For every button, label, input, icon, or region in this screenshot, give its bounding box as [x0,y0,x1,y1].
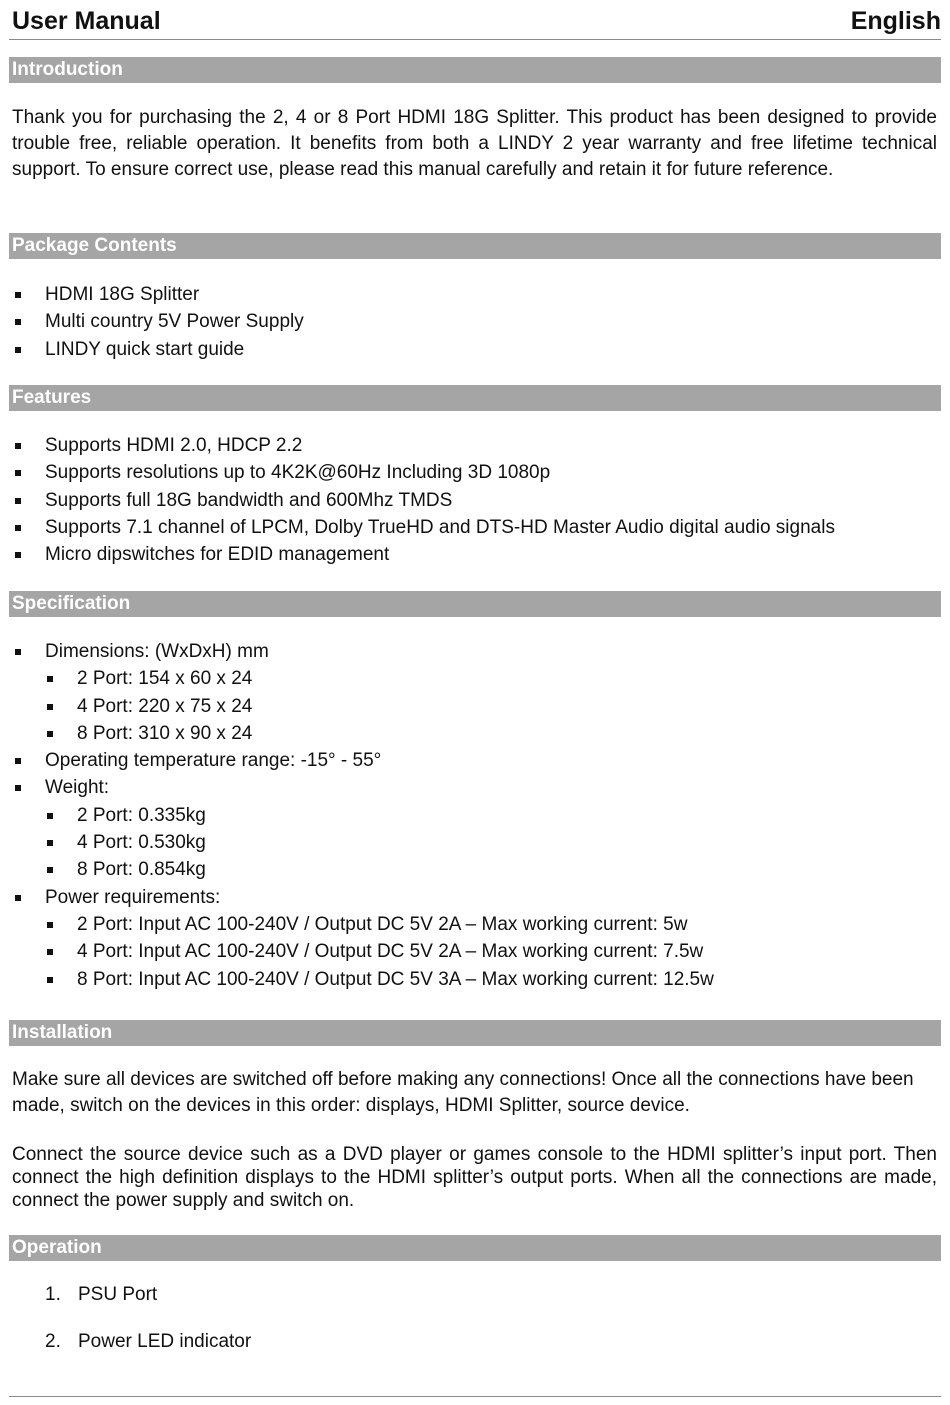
list-item: 2 Port: Input AC 100-240V / Output DC 5V 2A – Max working current: 5w [0,911,950,938]
introduction-text: Thank you for purchasing the 2, 4 or 8 Port HDMI 18G Splitter. This product has been designed to provide trouble free, reliable operation. It benefits from both a LINDY 2 year warranty and free lifetime technical support. To ensure correct use, please read this manual carefully and retain it for future reference. [12,107,937,180]
list-item: Weight: [0,774,950,801]
section-heading-introduction: Introduction [9,57,941,83]
bullet-icon [15,292,21,298]
bullet-icon [15,895,21,901]
list-item: Multi country 5V Power Supply [0,308,950,335]
bullet-icon [15,649,21,655]
item-label: PSU Port [78,1284,158,1305]
bullet-icon [47,731,53,737]
list-item: Supports 7.1 channel of LPCM, Dolby TrueHD and DTS-HD Master Audio digital audio signals [0,514,950,541]
list-item: Operating temperature range: -15° - 55° [0,747,950,774]
bullet-icon [15,552,21,558]
list-item: 2 Port: 0.335kg [0,802,950,829]
specification-list [0,638,950,993]
bullet-icon [47,922,53,928]
section-heading-specification: Specification [9,591,941,617]
list-item: 4 Port: 0.530kg [0,829,950,856]
list-item: 8 Port: Input AC 100-240V / Output DC 5V 3A – Max working current: 12.5w [0,966,950,993]
list-item: Supports HDMI 2.0, HDCP 2.2 [0,432,950,459]
installation-paragraph-2: Connect the source device such as a DVD player or games console to the HDMI splitter’s input port. Then connect the high definition displays to the HDMI splitter’s output ports. When all the connections are made, connect the power supply and switch on. [12,1144,937,1211]
bullet-icon [47,949,53,955]
package-contents-list [0,281,950,363]
bullet-icon [15,347,21,353]
list-item: HDMI 18G Splitter [0,281,950,308]
bullet-icon [47,977,53,983]
list-item: Supports resolutions up to 4K2K@60Hz Including 3D 1080p [0,459,950,486]
section-heading-installation: Installation [9,1020,941,1046]
features-list [0,432,950,568]
bullet-icon [47,676,53,682]
list-item: 8 Port: 310 x 90 x 24 [0,720,950,747]
list-item: LINDY quick start guide [0,336,950,363]
list-item: Power requirements: [0,884,950,911]
installation-paragraph-1: Make sure all devices are switched off before making any connections! Once all the connections have been made, switch on the devices in this order: displays, HDMI Splitter, source device. [12,1069,914,1116]
bullet-icon [15,498,21,504]
item-number: 2. [45,1331,61,1352]
bullet-icon [47,840,53,846]
list-item: 4 Port: Input AC 100-240V / Output DC 5V 2A – Max working current: 7.5w [0,938,950,965]
bullet-icon [15,470,21,476]
bullet-icon [15,785,21,791]
bullet-icon [15,758,21,764]
page-title: User Manual [12,7,161,35]
bullet-icon [47,813,53,819]
footer-divider [9,1396,941,1397]
bullet-icon [47,704,53,710]
section-heading-operation: Operation [9,1235,941,1261]
list-item: Dimensions: (WxDxH) mm [0,638,950,665]
bullet-icon [47,867,53,873]
list-item: Micro dipswitches for EDID management [0,541,950,568]
item-number: 1. [45,1284,61,1305]
language-label: English [850,7,941,35]
list-item: 2 Port: 154 x 60 x 24 [0,665,950,692]
list-item: Supports full 18G bandwidth and 600Mhz TMDS [0,487,950,514]
bullet-icon [15,443,21,449]
bullet-icon [15,319,21,325]
bullet-icon [15,525,21,531]
header-divider [9,39,941,40]
list-item: 8 Port: 0.854kg [0,856,950,883]
section-heading-package-contents: Package Contents [9,233,941,259]
item-label: Power LED indicator [78,1331,252,1352]
list-item: 4 Port: 220 x 75 x 24 [0,693,950,720]
section-heading-features: Features [9,385,941,411]
